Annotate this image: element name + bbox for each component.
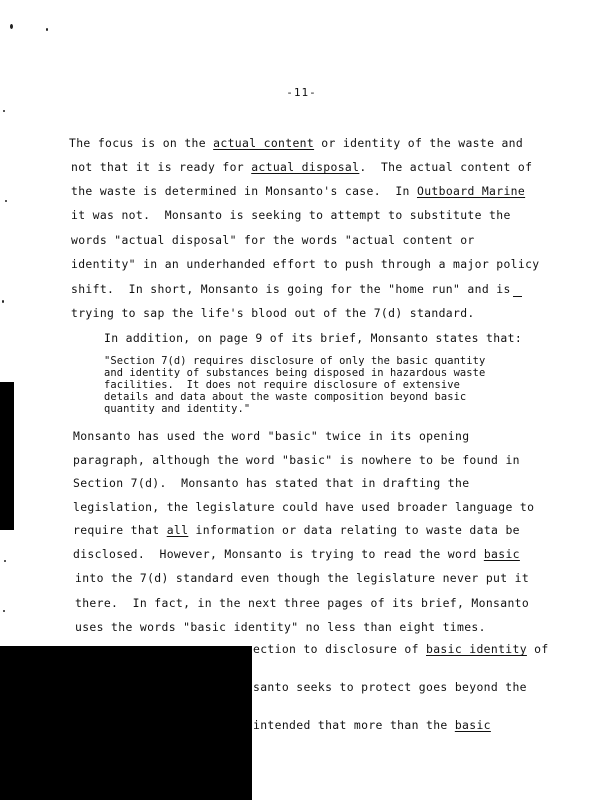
page-number: -11- <box>286 86 317 99</box>
scan-speck <box>2 300 4 303</box>
partial-line-2: santo seeks to protect goes beyond the <box>253 680 527 694</box>
para2-line-5: require that all information or data relating to waste data be <box>73 523 520 537</box>
partial-line-1: ection to disclosure of basic identity of <box>253 642 549 656</box>
scan-speck <box>3 610 5 612</box>
para2-line-8: there. In fact, in the next three pages of its brief, Monsanto <box>75 596 530 610</box>
para1-line-8: trying to sap the life's blood out of the 7(d) standard. <box>71 306 475 320</box>
para1-line-2: not that it is ready for actual disposal. The actual content of <box>71 160 533 174</box>
para1-line-7: shift. In short, Monsanto is going for the "home run" and is <box>71 282 511 296</box>
para2-line-6: disclosed. However, Monsanto is trying to read the word basic <box>73 547 520 561</box>
para1-line-3: the waste is determined in Monsanto's case. In Outboard Marine <box>71 184 526 198</box>
quote-line-3: facilities. It does not require disclosure of extensive <box>104 379 460 391</box>
quote-line-5: quantity and identity." <box>104 403 251 415</box>
quote-line-4: details and data about the waste composition beyond basic <box>104 391 467 403</box>
quote-intro: In addition, on page 9 of its brief, Monsanto states that: <box>104 331 523 345</box>
para1-line-4: it was not. Monsanto is seeking to attempt to substitute the <box>71 208 511 222</box>
para2-line-1: Monsanto has used the word "basic" twice in its opening <box>73 429 470 443</box>
scan-speck <box>5 200 7 202</box>
para2-line-3: Section 7(d). Monsanto has stated that in drafting the <box>73 476 470 490</box>
redaction-bottom-block <box>0 646 252 800</box>
redaction-left-bar <box>0 382 14 530</box>
scan-speck <box>46 28 48 31</box>
para2-line-2: paragraph, although the word "basic" is nowhere to be found in <box>73 453 520 467</box>
scan-speck <box>3 110 5 112</box>
para1-line-1: The focus is on the actual content or identity of the waste and <box>69 136 524 150</box>
quote-line-1: "Section 7(d) requires disclosure of only the basic quantity <box>104 355 486 367</box>
para2-line-9: uses the words "basic identity" no less than eight times. <box>75 620 486 634</box>
scan-speck <box>4 560 6 562</box>
partial-line-3: intended that more than the basic <box>253 718 491 732</box>
para1-line-5: words "actual disposal" for the words "actual content or <box>71 233 475 247</box>
scan-mark <box>513 296 522 297</box>
para1-line-6: identity" in an underhanded effort to push through a major policy <box>71 257 540 271</box>
quote-line-2: and identity of substances being disposed in hazardous waste <box>104 367 486 379</box>
para2-line-7: into the 7(d) standard even though the legislature never put it <box>75 571 530 585</box>
para2-line-4: legislation, the legislature could have used broader language to <box>73 500 535 514</box>
scan-speck <box>10 24 13 29</box>
